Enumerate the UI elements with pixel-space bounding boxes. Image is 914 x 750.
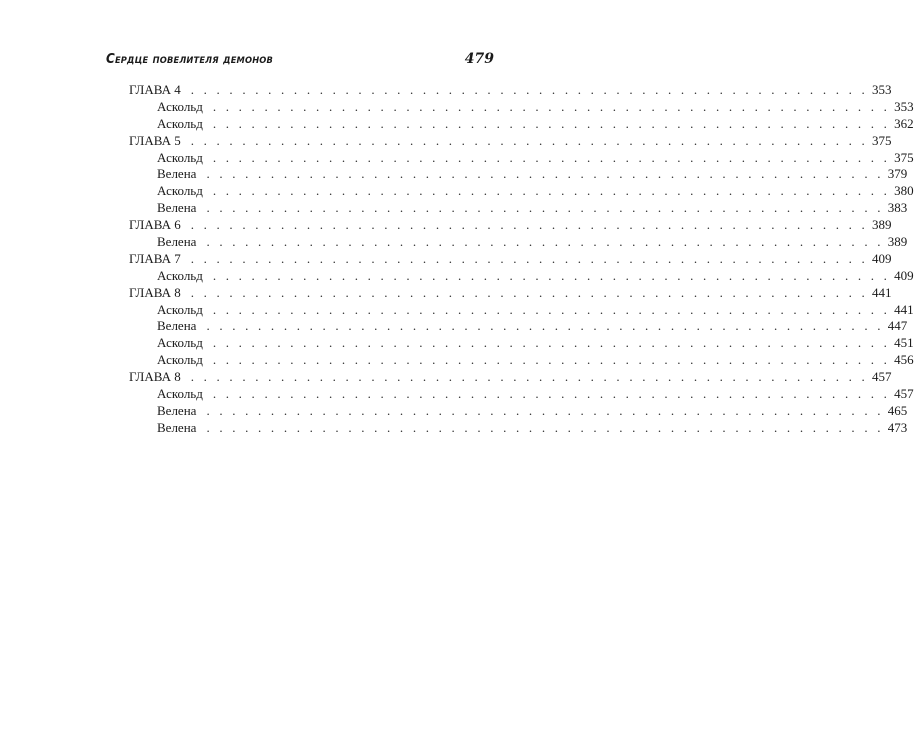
toc-subentry [129, 115, 914, 133]
toc-entry-label: ГЛАВА 8 [129, 369, 181, 385]
toc-entry-page: 441 [871, 284, 892, 300]
toc-chapter-entry [129, 132, 892, 150]
dot-leader: . . . . . . . . . . . . . . . . . . . . . . . . . . . . . . . . . . . . . . . . . . . . . . . . . . . . . [190, 132, 868, 148]
toc-entry-page: 380 [894, 183, 914, 199]
toc-entry-label: ГЛАВА 6 [129, 217, 181, 233]
toc-entry-label: ГЛАВА 8 [129, 284, 181, 300]
dot-leader: . . . . . . . . . . . . . . . . . . . . . . . . . . . . . . . . . . . . . . . . . . . . . . . . . . . . . [212, 267, 891, 283]
toc-entry-label: Велена [157, 318, 197, 334]
toc-subentry [129, 234, 908, 251]
toc-entry-page: 389 [887, 234, 908, 250]
toc-entry-page: 473 [887, 419, 908, 435]
page-header [106, 51, 494, 73]
toc-entry-page: 441 [894, 301, 914, 317]
toc-entry-label: Аскольд [157, 183, 203, 199]
toc-entry-page: 353 [871, 82, 892, 97]
toc-entry-label: Велена [157, 200, 197, 216]
toc-entry-page: 465 [887, 402, 908, 418]
toc-entry-label: Аскольд [157, 267, 203, 283]
toc-entry-page: 383 [887, 200, 908, 216]
toc-subentry [129, 335, 914, 352]
dot-leader: . . . . . . . . . . . . . . . . . . . . . . . . . . . . . . . . . . . . . . . . . . . . . . . . . . . . . [212, 115, 891, 131]
toc-entry-label: Велена [157, 166, 197, 182]
page-number: 479 [464, 51, 494, 67]
toc-entry-label: Аскольд [157, 386, 203, 402]
toc-subentry [129, 200, 908, 217]
toc-entry-label: Аскольд [157, 301, 203, 317]
toc-subentry [129, 183, 914, 200]
toc-entry-label: Аскольд [157, 335, 203, 351]
dot-leader: . . . . . . . . . . . . . . . . . . . . . . . . . . . . . . . . . . . . . . . . . . . . . . . . . . . . . [190, 284, 868, 300]
dot-leader: . . . . . . . . . . . . . . . . . . . . . . . . . . . . . . . . . . . . . . . . . . . . . . . . . . . . . [206, 166, 884, 182]
toc-entry-page: 451 [894, 335, 914, 351]
toc-entry-page: 447 [887, 318, 908, 334]
toc-entry-label: ГЛАВА 5 [129, 132, 181, 148]
toc-chapter-entry [129, 250, 892, 268]
running-title: Сердце повелителя демонов [106, 52, 274, 67]
dot-leader: . . . . . . . . . . . . . . . . . . . . . . . . . . . . . . . . . . . . . . . . . . . . . . . . . . . . . [206, 402, 884, 418]
toc-entry-label: Аскольд [157, 115, 203, 131]
dot-leader: . . . . . . . . . . . . . . . . . . . . . . . . . . . . . . . . . . . . . . . . . . . . . . . . . . . . . [212, 149, 891, 165]
dot-leader: . . . . . . . . . . . . . . . . . . . . . . . . . . . . . . . . . . . . . . . . . . . . . . . . . . . . . [190, 369, 868, 385]
toc-entry-label: ГЛАВА 7 [129, 250, 181, 266]
toc-subentry [129, 318, 908, 335]
toc-chapter-entry [129, 369, 892, 386]
toc-entry-label: ГЛАВА 4 [129, 82, 181, 97]
toc-entry-label: Аскольд [157, 149, 203, 165]
toc-subentry [129, 267, 914, 285]
dot-leader: . . . . . . . . . . . . . . . . . . . . . . . . . . . . . . . . . . . . . . . . . . . . . . . . . . . . . [212, 98, 891, 114]
toc-entry-page: 353 [894, 98, 914, 114]
dot-leader: . . . . . . . . . . . . . . . . . . . . . . . . . . . . . . . . . . . . . . . . . . . . . . . . . . . . . [212, 352, 891, 368]
dot-leader: . . . . . . . . . . . . . . . . . . . . . . . . . . . . . . . . . . . . . . . . . . . . . . . . . . . . . [212, 386, 891, 402]
toc-entry-page: 375 [894, 149, 914, 165]
toc-entry-label: Велена [157, 234, 197, 250]
toc-entry-label: Велена [157, 419, 197, 435]
toc-subentry [129, 301, 914, 319]
toc-entry-page: 375 [871, 132, 892, 148]
table-of-contents [129, 82, 914, 437]
dot-leader: . . . . . . . . . . . . . . . . . . . . . . . . . . . . . . . . . . . . . . . . . . . . . . . . . . . . . [190, 82, 868, 97]
toc-entry-page: 389 [871, 217, 892, 233]
toc-chapter-entry [129, 82, 892, 99]
toc-chapter-entry [129, 284, 892, 302]
toc-chapter-entry [129, 217, 892, 234]
dot-leader: . . . . . . . . . . . . . . . . . . . . . . . . . . . . . . . . . . . . . . . . . . . . . . . . . . . . . [206, 419, 884, 435]
toc-entry-page: 409 [871, 250, 892, 266]
dot-leader: . . . . . . . . . . . . . . . . . . . . . . . . . . . . . . . . . . . . . . . . . . . . . . . . . . . . . [212, 183, 891, 199]
toc-entry-page: 457 [871, 369, 892, 385]
dot-leader: . . . . . . . . . . . . . . . . . . . . . . . . . . . . . . . . . . . . . . . . . . . . . . . . . . . . . [206, 200, 884, 216]
toc-subentry [129, 149, 914, 167]
dot-leader: . . . . . . . . . . . . . . . . . . . . . . . . . . . . . . . . . . . . . . . . . . . . . . . . . . . . . [212, 335, 891, 351]
toc-subentry [129, 352, 914, 369]
toc-entry-page: 456 [894, 352, 914, 368]
toc-entry-page: 379 [887, 166, 908, 182]
toc-entry-label: Аскольд [157, 352, 203, 368]
toc-subentry [129, 166, 908, 183]
toc-subentry [129, 419, 908, 437]
toc-entry-page: 457 [894, 386, 914, 402]
toc-subentry [129, 98, 914, 116]
toc-subentry [129, 386, 914, 403]
toc-entry-label: Велена [157, 402, 197, 418]
dot-leader: . . . . . . . . . . . . . . . . . . . . . . . . . . . . . . . . . . . . . . . . . . . . . . . . . . . . . [212, 301, 891, 317]
toc-entry-page: 409 [894, 267, 914, 283]
toc-entry-label: Аскольд [157, 98, 203, 114]
dot-leader: . . . . . . . . . . . . . . . . . . . . . . . . . . . . . . . . . . . . . . . . . . . . . . . . . . . . . [206, 234, 884, 250]
dot-leader: . . . . . . . . . . . . . . . . . . . . . . . . . . . . . . . . . . . . . . . . . . . . . . . . . . . . . [190, 250, 868, 266]
toc-subentry [129, 402, 908, 420]
dot-leader: . . . . . . . . . . . . . . . . . . . . . . . . . . . . . . . . . . . . . . . . . . . . . . . . . . . . . [206, 318, 884, 334]
dot-leader: . . . . . . . . . . . . . . . . . . . . . . . . . . . . . . . . . . . . . . . . . . . . . . . . . . . . . [190, 217, 868, 233]
toc-entry-page: 362 [894, 115, 914, 131]
